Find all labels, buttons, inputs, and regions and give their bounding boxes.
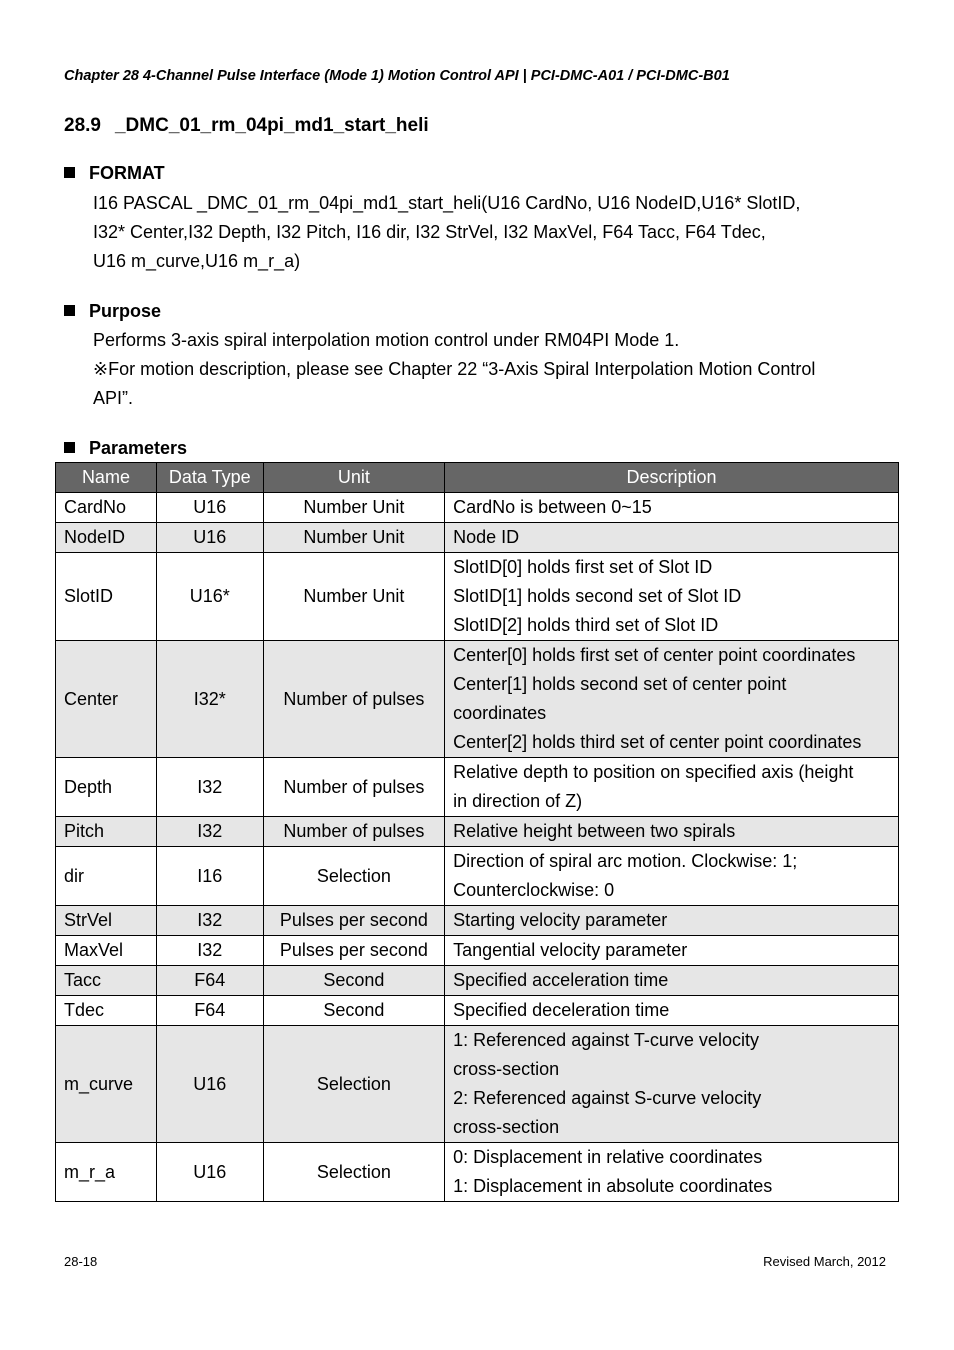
- param-type-cell: U16*: [156, 553, 263, 641]
- table-row: [56, 847, 899, 906]
- parameters-heading-label: Parameters: [89, 438, 188, 458]
- column-header-description: Description: [445, 463, 899, 493]
- param-description-cell: [445, 847, 899, 906]
- parameters-table: [55, 462, 899, 1202]
- description-line: Relative depth to position on specified axis (height: [453, 762, 854, 782]
- param-name-cell: m_r_a: [56, 1143, 157, 1202]
- description-line: Starting velocity parameter: [453, 910, 668, 930]
- param-unit-cell: Number of pulses: [263, 641, 445, 758]
- description-line: coordinates: [453, 703, 547, 723]
- description-line: Direction of spiral arc motion. Clockwise: 1;: [453, 851, 798, 871]
- table-row: [56, 966, 899, 996]
- param-unit-cell: Number of pulses: [263, 758, 445, 817]
- param-unit-cell: Number Unit: [263, 553, 445, 641]
- purpose-line: Performs 3-axis spiral interpolation motion control under RM04PI Mode 1.: [93, 330, 680, 350]
- param-description-cell: [445, 1143, 899, 1202]
- square-bullet-icon: [64, 305, 75, 316]
- section-number: 28.9: [64, 115, 101, 136]
- param-unit-cell: Pulses per second: [263, 906, 445, 936]
- param-description-cell: [445, 493, 899, 523]
- purpose-text: [93, 326, 815, 413]
- description-line: 2: Referenced against S-curve velocity: [453, 1088, 762, 1108]
- param-name-cell: StrVel: [56, 906, 157, 936]
- description-line: Center[1] holds second set of center point: [453, 674, 787, 694]
- table-row: [56, 523, 899, 553]
- param-name-cell: CardNo: [56, 493, 157, 523]
- param-type-cell: F64: [156, 996, 263, 1026]
- square-bullet-icon: [64, 442, 75, 453]
- revision-date: Revised March, 2012: [763, 1254, 886, 1269]
- param-unit-cell: Pulses per second: [263, 936, 445, 966]
- param-unit-cell: Selection: [263, 1026, 445, 1143]
- description-line: SlotID[1] holds second set of Slot ID: [453, 586, 742, 606]
- param-description-cell: [445, 817, 899, 847]
- param-description-cell: [445, 523, 899, 553]
- chapter-header: Chapter 28 4-Channel Pulse Interface (Mode 1) Motion Control API | PCI-DMC-A01 / PCI-DMC-B01: [64, 68, 730, 84]
- param-type-cell: U16: [156, 1026, 263, 1143]
- table-row: [56, 493, 899, 523]
- param-name-cell: Tdec: [56, 996, 157, 1026]
- param-description-cell: [445, 906, 899, 936]
- column-header-unit: Unit: [263, 463, 445, 493]
- param-type-cell: I16: [156, 847, 263, 906]
- param-name-cell: Tacc: [56, 966, 157, 996]
- description-line: CardNo is between 0~15: [453, 497, 652, 517]
- table-row: [56, 1026, 899, 1143]
- section-name: _DMC_01_rm_04pi_md1_start_heli: [114, 115, 429, 136]
- format-heading-label: FORMAT: [89, 163, 165, 183]
- section-title: [64, 115, 429, 137]
- description-line: SlotID[2] holds third set of Slot ID: [453, 615, 719, 635]
- table-header-row: [56, 463, 899, 493]
- param-unit-cell: Second: [263, 966, 445, 996]
- param-type-cell: I32: [156, 817, 263, 847]
- table-row: [56, 817, 899, 847]
- column-header-data-type: Data Type: [156, 463, 263, 493]
- param-type-cell: I32: [156, 758, 263, 817]
- description-line: 1: Displacement in absolute coordinates: [453, 1176, 773, 1196]
- param-description-cell: [445, 641, 899, 758]
- parameters-heading: [64, 438, 187, 459]
- param-description-cell: [445, 553, 899, 641]
- purpose-line: API”.: [93, 388, 134, 408]
- description-line: cross-section: [453, 1059, 560, 1079]
- param-description-cell: [445, 1026, 899, 1143]
- param-name-cell: dir: [56, 847, 157, 906]
- param-description-cell: [445, 966, 899, 996]
- square-bullet-icon: [64, 167, 75, 178]
- param-description-cell: [445, 936, 899, 966]
- description-line: Tangential velocity parameter: [453, 940, 688, 960]
- purpose-heading-label: Purpose: [89, 301, 162, 321]
- param-name-cell: SlotID: [56, 553, 157, 641]
- format-line: I16 PASCAL _DMC_01_rm_04pi_md1_start_heli(U16 CardNo, U16 NodeID,U16* SlotID,: [93, 193, 801, 213]
- description-line: 0: Displacement in relative coordinates: [453, 1147, 763, 1167]
- param-description-cell: [445, 996, 899, 1026]
- description-line: Counterclockwise: 0: [453, 880, 615, 900]
- description-line: Specified acceleration time: [453, 970, 669, 990]
- description-line: SlotID[0] holds first set of Slot ID: [453, 557, 713, 577]
- purpose-line: ※For motion description, please see Chapter 22 “3-Axis Spiral Interpolation Motion Control: [93, 359, 816, 379]
- table-row: [56, 758, 899, 817]
- column-header-name: Name: [56, 463, 157, 493]
- description-line: 1: Referenced against T-curve velocity: [453, 1030, 759, 1050]
- param-description-cell: [445, 758, 899, 817]
- param-type-cell: F64: [156, 966, 263, 996]
- param-type-cell: U16: [156, 523, 263, 553]
- param-type-cell: I32: [156, 906, 263, 936]
- param-name-cell: m_curve: [56, 1026, 157, 1143]
- param-name-cell: MaxVel: [56, 936, 157, 966]
- table-row: [56, 906, 899, 936]
- table-row: [56, 996, 899, 1026]
- param-unit-cell: Selection: [263, 847, 445, 906]
- param-type-cell: I32*: [156, 641, 263, 758]
- format-signature: [93, 189, 800, 276]
- param-name-cell: Center: [56, 641, 157, 758]
- param-unit-cell: Selection: [263, 1143, 445, 1202]
- table-row: [56, 936, 899, 966]
- param-type-cell: U16: [156, 1143, 263, 1202]
- param-unit-cell: Number of pulses: [263, 817, 445, 847]
- purpose-heading: [64, 301, 161, 322]
- description-line: Specified deceleration time: [453, 1000, 670, 1020]
- description-line: Relative height between two spirals: [453, 821, 736, 841]
- description-line: Node ID: [453, 527, 520, 547]
- param-name-cell: Depth: [56, 758, 157, 817]
- format-heading: [64, 163, 165, 184]
- description-line: in direction of Z): [453, 791, 583, 811]
- table-row: [56, 1143, 899, 1202]
- param-name-cell: NodeID: [56, 523, 157, 553]
- description-line: cross-section: [453, 1117, 560, 1137]
- description-line: Center[2] holds third set of center point coordinates: [453, 732, 862, 752]
- parameters-table-body: [56, 493, 899, 1202]
- param-name-cell: Pitch: [56, 817, 157, 847]
- param-unit-cell: Second: [263, 996, 445, 1026]
- format-line: U16 m_curve,U16 m_r_a): [93, 251, 301, 271]
- param-type-cell: U16: [156, 493, 263, 523]
- description-line: Center[0] holds first set of center point coordinates: [453, 645, 856, 665]
- param-unit-cell: Number Unit: [263, 523, 445, 553]
- format-line: I32* Center,I32 Depth, I32 Pitch, I16 dir, I32 StrVel, I32 MaxVel, F64 Tacc, F64 Tdec,: [93, 222, 766, 242]
- table-row: [56, 641, 899, 758]
- page-number: 28-18: [64, 1254, 98, 1269]
- param-unit-cell: Number Unit: [263, 493, 445, 523]
- param-type-cell: I32: [156, 936, 263, 966]
- table-row: [56, 553, 899, 641]
